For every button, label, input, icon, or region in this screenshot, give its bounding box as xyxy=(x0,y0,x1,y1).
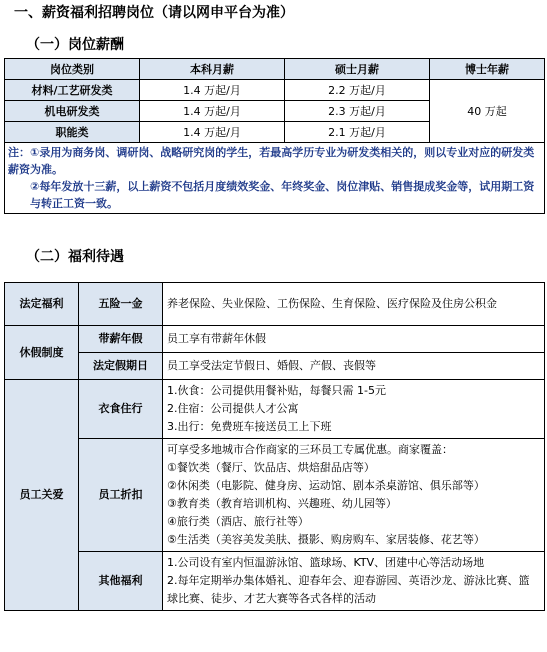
header-category: 岗位类别 xyxy=(5,59,140,80)
benefit-group-leave: 休假制度 xyxy=(5,326,79,380)
benefit-row xyxy=(5,353,545,380)
salary-header-row xyxy=(5,59,545,80)
page-title: 一、薪资福利招聘岗位（请以网申平台为准） xyxy=(14,5,294,21)
benefit-row xyxy=(5,326,545,353)
salary-notes xyxy=(5,143,545,214)
salary-note-1: 注：①录用为商务岗、调研岗、战略研究岗的学生，若最高学历专业为研发类相关的，则以专业对应的研发类薪资为准。 xyxy=(8,146,535,176)
section-heading-salary: （一）岗位薪酬 xyxy=(26,37,124,53)
benefit-item-name: 带薪年假 xyxy=(79,326,163,353)
salary-master: 2.3 万起/月 xyxy=(285,101,430,122)
benefit-item-detail: 1.伙食：公司提供用餐补贴，每餐只需 1-5元 2.住宿：公司提供人才公寓 3.出行：免费班车接送员工上下班 xyxy=(163,380,545,439)
benefit-row xyxy=(5,380,545,439)
salary-phd: 40 万起 xyxy=(430,80,545,143)
salary-master: 2.2 万起/月 xyxy=(285,80,430,101)
salary-bachelor: 1.4 万起/月 xyxy=(140,101,285,122)
benefit-group-statutory: 法定福利 xyxy=(5,283,79,326)
benefit-item-name: 其他福利 xyxy=(79,552,163,611)
benefit-item-detail: 员工享有带薪年休假 xyxy=(163,326,545,353)
benefits-table xyxy=(4,282,545,611)
salary-category: 职能类 xyxy=(5,122,140,143)
benefit-row xyxy=(5,283,545,326)
header-bachelor: 本科月薪 xyxy=(140,59,285,80)
header-master: 硕士月薪 xyxy=(285,59,430,80)
salary-bachelor: 1.4 万起/月 xyxy=(140,80,285,101)
benefit-row xyxy=(5,439,545,552)
section-heading-benefits: （二）福利待遇 xyxy=(26,249,124,265)
salary-note-2: ②每年发放十三薪，以上薪资不包括月度绩效奖金、年终奖金、岗位津贴、销售提成奖金等，试用期工资与转正工资一致。 xyxy=(30,180,535,210)
benefit-item-detail: 养老保险、失业保险、工伤保险、生育保险、医疗保险及住房公积金 xyxy=(163,283,545,326)
benefit-item-name: 衣食住行 xyxy=(79,380,163,439)
benefit-item-detail: 1.公司设有室内恒温游泳馆、篮球场、KTV、团建中心等活动场地 2.每年定期举办集体婚礼、迎春年会、迎春游园、英语沙龙、游泳比赛、篮球比赛、徒步、才艺大赛等各式各样的活动 xyxy=(163,552,545,611)
benefit-row xyxy=(5,552,545,611)
benefit-group-care: 员工关爱 xyxy=(5,380,79,611)
benefit-item-name: 员工折扣 xyxy=(79,439,163,552)
salary-table xyxy=(4,58,545,214)
salary-category: 材料/工艺研发类 xyxy=(5,80,140,101)
benefit-item-detail: 可享受多地城市合作商家的三环员工专属优惠。商家覆盖： ①餐饮类（餐厅、饮品店、烘焙甜品店等） ②休闲类（电影院、健身房、运动馆、剧本杀桌游馆、俱乐部等） ③教育类（教育培训机构、兴趣班、幼儿园等） ④旅行类（酒店、旅行社等） ⑤生活类（美容美发美肤、摄影、购房购车、家居装修、花艺等） xyxy=(163,439,545,552)
benefit-item-name: 法定假期日 xyxy=(79,353,163,380)
salary-bachelor: 1.4 万起/月 xyxy=(140,122,285,143)
salary-master: 2.1 万起/月 xyxy=(285,122,430,143)
salary-category: 机电研发类 xyxy=(5,101,140,122)
salary-row xyxy=(5,80,545,101)
header-phd: 博士年薪 xyxy=(430,59,545,80)
benefit-item-name: 五险一金 xyxy=(79,283,163,326)
benefit-item-detail: 员工享受法定节假日、婚假、产假、丧假等 xyxy=(163,353,545,380)
